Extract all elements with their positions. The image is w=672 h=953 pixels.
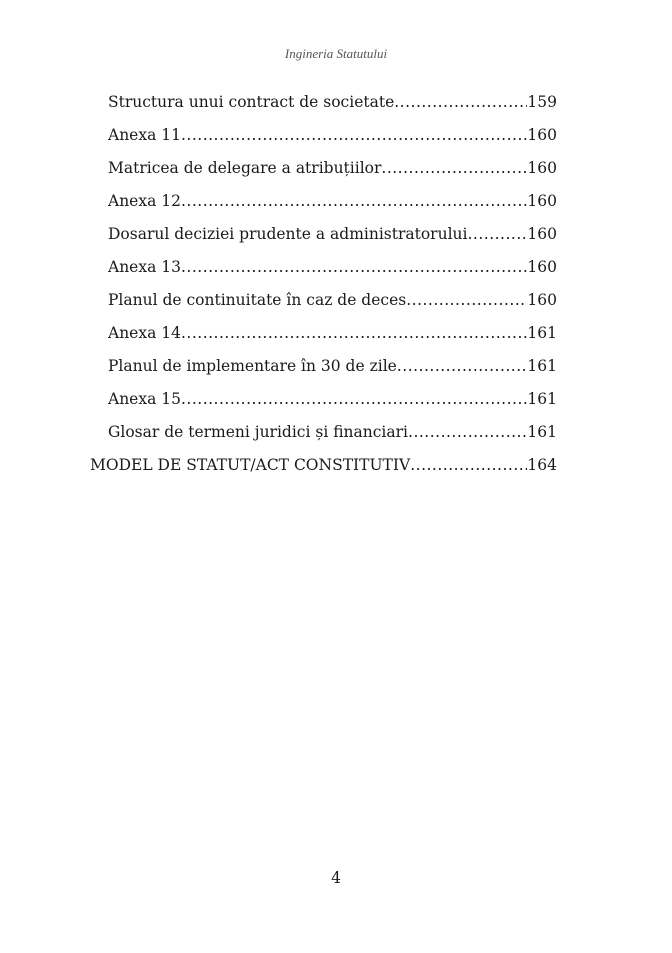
toc-entry[interactable] bbox=[108, 223, 557, 245]
toc-entry[interactable] bbox=[108, 388, 557, 410]
toc-entry-page: 159 bbox=[527, 93, 557, 111]
toc-entry-title: Anexa 11 bbox=[108, 126, 181, 144]
dot-leader bbox=[181, 190, 527, 212]
toc-entry-title: Anexa 13 bbox=[108, 258, 181, 276]
dot-leader bbox=[406, 289, 527, 311]
dot-leader bbox=[394, 91, 527, 113]
toc-entry-title: Matricea de delegare a atribuțiilor bbox=[108, 159, 382, 177]
toc-entry-title: Anexa 15 bbox=[108, 390, 181, 408]
toc-entry[interactable] bbox=[108, 157, 557, 179]
toc-entry-page: 160 bbox=[527, 225, 557, 243]
toc-entry-title: Glosar de termeni juridici și financiari bbox=[108, 423, 409, 441]
toc-entry-page: 160 bbox=[527, 126, 557, 144]
toc-entry[interactable] bbox=[108, 355, 557, 377]
dot-leader bbox=[467, 223, 527, 245]
dot-leader bbox=[181, 256, 527, 278]
toc-entry-title: MODEL DE STATUT/ACT CONSTITUTIV bbox=[90, 456, 411, 474]
dot-leader bbox=[381, 157, 527, 179]
toc-entry[interactable] bbox=[108, 256, 557, 278]
dot-leader bbox=[397, 355, 528, 377]
toc-entry-title: Structura unui contract de societate bbox=[108, 93, 395, 111]
toc-entry-page: 160 bbox=[527, 159, 557, 177]
dot-leader bbox=[181, 124, 527, 146]
toc-entry-title: Anexa 14 bbox=[108, 324, 181, 342]
toc-entry-chapter[interactable] bbox=[90, 454, 557, 476]
toc-entry-page: 161 bbox=[527, 423, 557, 441]
toc-entry-page: 160 bbox=[527, 192, 557, 210]
toc-entry[interactable] bbox=[108, 91, 557, 113]
dot-leader bbox=[181, 388, 527, 410]
toc-entry[interactable] bbox=[108, 322, 557, 344]
toc-entry[interactable] bbox=[108, 124, 557, 146]
toc-entry-title: Planul de continuitate în caz de deces bbox=[108, 291, 407, 309]
toc-entry-title: Planul de implementare în 30 de zile bbox=[108, 357, 397, 375]
dot-leader bbox=[408, 421, 527, 443]
toc-entry[interactable] bbox=[108, 421, 557, 443]
toc-entry-page: 161 bbox=[527, 324, 557, 342]
toc-entry-title: Dosarul deciziei prudente a administratorului bbox=[108, 225, 468, 243]
toc-entry-page: 160 bbox=[527, 258, 557, 276]
toc-entry-page: 164 bbox=[527, 456, 557, 474]
toc-entry-page: 161 bbox=[527, 357, 557, 375]
dot-leader bbox=[410, 454, 527, 476]
toc-entry-page: 161 bbox=[527, 390, 557, 408]
dot-leader bbox=[181, 322, 527, 344]
toc-entry-title: Anexa 12 bbox=[108, 192, 181, 210]
toc-entry-page: 160 bbox=[527, 291, 557, 309]
toc-entry[interactable] bbox=[108, 289, 557, 311]
page-number: 4 bbox=[331, 869, 341, 887]
running-header: Ingineria Statutului bbox=[284, 46, 388, 61]
toc-entry[interactable] bbox=[108, 190, 557, 212]
